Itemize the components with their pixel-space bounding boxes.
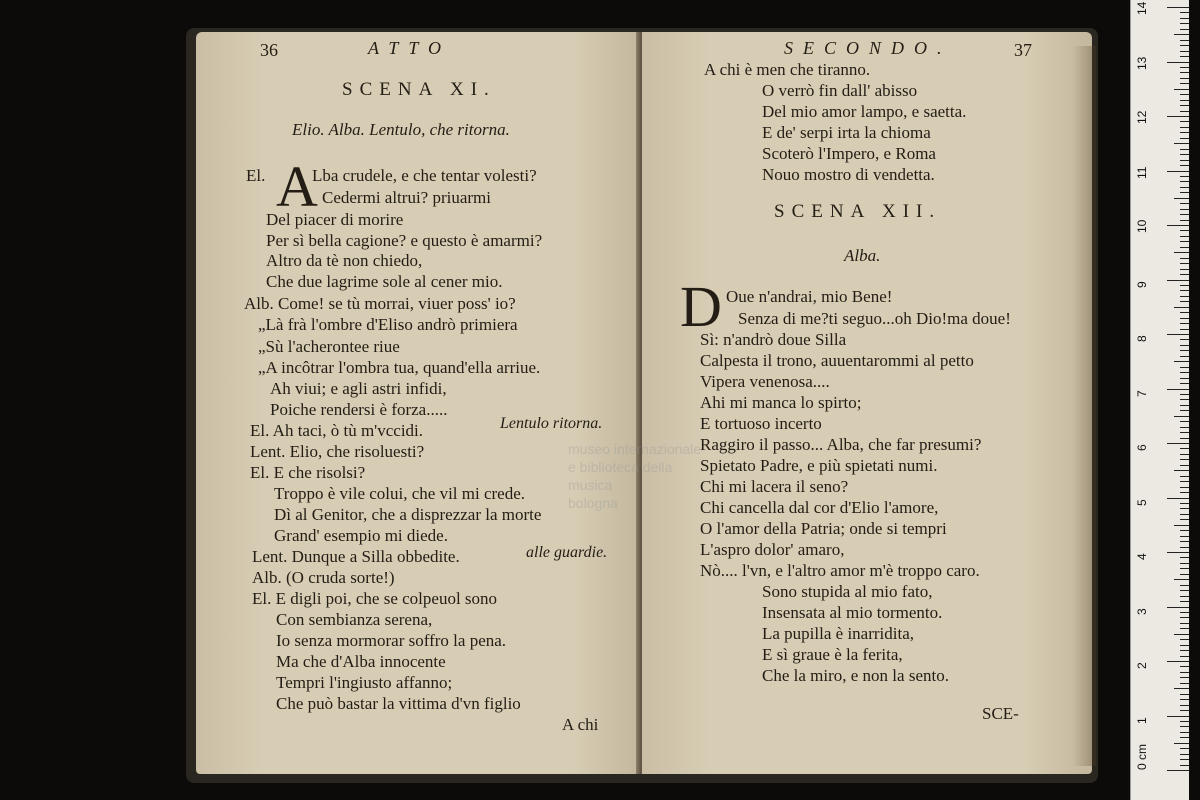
speaker-label: El.	[246, 166, 266, 185]
ruler-tick	[1180, 127, 1189, 128]
verse-line: Che due lagrime sole al cener mio.	[266, 272, 503, 291]
verse-line: L'aspro dolor' amaro,	[700, 540, 845, 559]
ruler-tick	[1180, 672, 1189, 673]
ruler-tick	[1180, 705, 1189, 706]
verse-line: Nò.... l'vn, e l'altro amor m'è troppo caro.	[700, 561, 980, 580]
ruler-label: 4	[1135, 553, 1149, 560]
ruler-tick	[1180, 263, 1189, 264]
ruler-tick	[1180, 67, 1189, 68]
scene-title: SCENA XI.	[342, 79, 496, 100]
ruler-tick	[1180, 399, 1189, 400]
ruler-tick	[1180, 323, 1189, 324]
catchword: A chi	[562, 715, 599, 734]
verse-line: Io senza mormorar soffro la pena.	[276, 631, 507, 650]
ruler-tick	[1174, 470, 1189, 471]
ruler-tick	[1180, 23, 1189, 24]
ruler-tick	[1180, 318, 1189, 319]
verse-line: Raggiro il passo... Alba, che far presumi?	[700, 435, 982, 454]
ruler-tick	[1180, 438, 1189, 439]
page-number: 36	[260, 40, 278, 60]
ruler-tick	[1180, 476, 1189, 477]
ruler-tick	[1167, 607, 1189, 608]
ruler-tick	[1180, 236, 1189, 237]
scene-characters: Alba.	[844, 246, 881, 265]
verse-line: Troppo è vile colui, che vil mi crede.	[274, 484, 526, 503]
stage-direction: Lentulo ritorna.	[500, 415, 603, 432]
ruler-tick	[1180, 230, 1189, 231]
ruler-label: 13	[1135, 56, 1149, 70]
ruler-tick	[1180, 40, 1189, 41]
verse-line: El. E digli poi, che se colpeuol sono	[252, 589, 498, 608]
ruler-tick	[1180, 765, 1189, 766]
ruler-tick	[1174, 89, 1189, 90]
ruler-label: 1	[1135, 716, 1149, 724]
ruler-tick	[1180, 645, 1189, 646]
ruler-label: 11	[1135, 166, 1149, 179]
ruler-tick	[1167, 389, 1189, 390]
ruler-label: 10	[1135, 219, 1149, 233]
ruler-tick	[1180, 448, 1189, 449]
ruler-tick	[1180, 378, 1189, 379]
ruler-tick	[1167, 770, 1189, 771]
ruler-tick	[1180, 51, 1189, 52]
ruler-tick	[1180, 220, 1189, 221]
ruler-tick	[1180, 547, 1189, 548]
ruler-tick	[1180, 394, 1189, 395]
ruler-tick	[1180, 585, 1189, 586]
ruler-tick	[1180, 78, 1189, 79]
verse-line: A chi è men che tiranno.	[704, 60, 871, 79]
ruler-tick	[1180, 617, 1189, 618]
verse-line: Ah viui; e agli astri infidi,	[270, 379, 447, 398]
ruler-tick	[1180, 350, 1189, 351]
ruler-tick	[1180, 18, 1189, 19]
verse-line: Lent. Dunque a Silla obbedite.	[252, 547, 460, 566]
ruler-tick	[1180, 557, 1189, 558]
verse-line: Del mio amor lampo, e saetta.	[762, 102, 967, 121]
ruler-tick	[1180, 530, 1189, 531]
ruler-tick	[1180, 650, 1189, 651]
ruler-tick	[1180, 487, 1189, 488]
ruler-tick	[1180, 639, 1189, 640]
verse-line: Ahi mi manca lo spirto;	[700, 393, 862, 412]
ruler-tick	[1180, 508, 1189, 509]
ruler-tick	[1167, 661, 1189, 662]
ruler-tick	[1180, 56, 1189, 57]
verse-line: Senza di me?ti seguo...oh Dio!ma doue!	[738, 309, 1011, 328]
verse-line: Che può bastar la vittima d'vn figlio	[276, 694, 521, 713]
ruler-label: 0 cm	[1135, 743, 1149, 770]
ruler-tick	[1180, 677, 1189, 678]
ruler-tick	[1180, 427, 1189, 428]
ruler-label: 7	[1135, 389, 1149, 397]
page-edge-shadow	[1072, 46, 1096, 766]
ruler-tick	[1180, 459, 1189, 460]
verse-line: Cedermi altrui? priuarmi	[322, 188, 491, 207]
ruler-tick	[1180, 666, 1189, 667]
watermark-line: bologna	[568, 495, 618, 511]
ruler-tick	[1180, 737, 1189, 738]
verse-line: Che la miro, e non la sento.	[762, 666, 949, 685]
ruler-tick	[1174, 579, 1189, 580]
ruler-label: 6	[1135, 444, 1149, 451]
ruler-tick	[1180, 465, 1189, 466]
ruler-tick	[1180, 519, 1189, 520]
ruler-tick	[1180, 345, 1189, 346]
verse-line: Chi mi lacera il seno?	[700, 477, 849, 496]
ruler-tick	[1180, 721, 1189, 722]
ruler-tick	[1180, 596, 1189, 597]
ruler-tick	[1180, 160, 1189, 161]
ruler-tick	[1180, 421, 1189, 422]
ruler-label: 5	[1135, 498, 1149, 506]
ruler-tick	[1174, 143, 1189, 144]
watermark-line: e biblioteca della	[568, 459, 673, 475]
ruler-tick	[1180, 209, 1189, 210]
ruler-label: 2	[1135, 662, 1149, 669]
ruler-tick	[1167, 334, 1189, 335]
verse-line: Ma che d'Alba innocente	[276, 652, 446, 671]
ruler-tick	[1180, 748, 1189, 749]
verse-line: Nouo mostro di vendetta.	[762, 165, 935, 184]
ruler-tick	[1180, 574, 1189, 575]
ruler-tick	[1180, 154, 1189, 155]
scene-title: SCENA XII.	[774, 201, 942, 222]
ruler-tick	[1174, 34, 1189, 35]
ruler-tick	[1174, 525, 1189, 526]
ruler-tick	[1167, 225, 1189, 226]
verse-line: O l'amor della Patria; onde si tempri	[700, 519, 947, 538]
ruler-tick	[1180, 258, 1189, 259]
ruler-tick	[1167, 7, 1189, 8]
ruler-tick	[1180, 181, 1189, 182]
ruler-tick	[1180, 83, 1189, 84]
ruler-tick	[1180, 241, 1189, 242]
verse-line: E sì graue è la ferita,	[762, 645, 903, 664]
ruler-tick	[1180, 12, 1189, 13]
ruler-tick	[1180, 296, 1189, 297]
drop-cap: A	[276, 154, 318, 219]
ruler-tick	[1174, 634, 1189, 635]
ruler-label: 12	[1135, 110, 1149, 124]
verse-line: Sì: n'andrò doue Silla	[700, 330, 847, 349]
ruler-tick	[1180, 301, 1189, 302]
ruler-label: 8	[1135, 335, 1149, 342]
ruler-tick	[1180, 612, 1189, 613]
ruler-tick	[1180, 192, 1189, 193]
ruler-tick	[1180, 372, 1189, 373]
ruler-tick	[1180, 312, 1189, 313]
verse-line: Grand' esempio mi diede.	[274, 526, 448, 545]
ruler-tick	[1180, 29, 1189, 30]
ruler-tick	[1180, 568, 1189, 569]
ruler-tick	[1167, 443, 1189, 444]
ruler-tick	[1180, 628, 1189, 629]
ruler-tick	[1174, 361, 1189, 362]
ruler-tick	[1180, 176, 1189, 177]
ruler-tick	[1174, 688, 1189, 689]
verse-line: Tempri l'ingiusto affanno;	[276, 673, 453, 692]
ruler-tick	[1180, 149, 1189, 150]
watermark-line: musica	[568, 477, 613, 493]
ruler-tick	[1180, 405, 1189, 406]
verse-line: Dì al Genitor, che a disprezzar la morte	[274, 505, 542, 524]
ruler-tick	[1167, 716, 1189, 717]
ruler-tick	[1180, 492, 1189, 493]
ruler-tick	[1180, 367, 1189, 368]
verse-line: Poiche rendersi è forza.....	[270, 400, 448, 419]
ruler-tick	[1180, 274, 1189, 275]
verse-line: „Là frà l'ombre d'Eliso andrò primiera	[258, 315, 518, 334]
verse-line: Sono stupida al mio fato,	[762, 582, 933, 601]
ruler-tick	[1167, 552, 1189, 553]
ruler-tick	[1180, 754, 1189, 755]
ruler-tick	[1180, 72, 1189, 73]
verse-line: Del piacer di morire	[266, 210, 404, 229]
verse-line: Calpesta il trono, auuentarommi al petto	[700, 351, 974, 370]
verse-line: El. E che risolsi?	[250, 463, 366, 482]
ruler-tick	[1180, 726, 1189, 727]
ruler-tick	[1180, 683, 1189, 684]
scene-characters: Elio. Alba. Lentulo, che ritorna.	[292, 120, 510, 139]
ruler-tick	[1180, 601, 1189, 602]
verse-line: Alb. (O cruda sorte!)	[252, 568, 395, 587]
ruler-tick	[1167, 62, 1189, 63]
ruler-tick	[1180, 121, 1189, 122]
ruler-tick	[1180, 514, 1189, 515]
ruler-tick	[1180, 290, 1189, 291]
verse-line: „Sù l'acherontee riue	[258, 337, 400, 356]
ruler-tick	[1180, 590, 1189, 591]
ruler-tick	[1174, 743, 1189, 744]
left-page	[196, 32, 640, 774]
verse-line: Per sì bella cagione? e questo è amarmi?	[266, 231, 543, 250]
ruler-tick	[1180, 656, 1189, 657]
verse-line: „A incôtrar l'ombra tua, quand'ella arriue.	[258, 358, 541, 377]
ruler-tick	[1180, 454, 1189, 455]
page-number: 37	[1014, 40, 1032, 60]
ruler-tick	[1180, 481, 1189, 482]
drop-cap: D	[680, 274, 722, 339]
ruler-tick	[1180, 111, 1189, 112]
verse-line: Con sembianza serena,	[276, 610, 433, 629]
verse-line: Alb. Come! se tù morrai, viuer poss' io?	[244, 294, 516, 313]
ruler-label: 14	[1135, 1, 1149, 15]
ruler-tick	[1180, 710, 1189, 711]
ruler-tick	[1180, 541, 1189, 542]
ruler-tick	[1180, 203, 1189, 204]
ruler-tick	[1174, 198, 1189, 199]
ruler-tick	[1180, 138, 1189, 139]
verse-line: Lba crudele, e che tentar volesti?	[312, 166, 537, 185]
ruler-tick	[1180, 285, 1189, 286]
watermark-line: museo internazionale	[568, 441, 702, 457]
ruler-tick	[1180, 623, 1189, 624]
ruler-tick	[1180, 759, 1189, 760]
ruler-tick	[1180, 356, 1189, 357]
ruler-tick	[1180, 100, 1189, 101]
ruler-tick	[1180, 187, 1189, 188]
ruler-tick	[1180, 45, 1189, 46]
ruler-tick	[1174, 416, 1189, 417]
verse-line: Scoterò l'Impero, e Roma	[762, 144, 936, 163]
verse-line: Spietato Padre, e più spietati numi.	[700, 456, 938, 475]
verse-line: E tortuoso incerto	[700, 414, 822, 433]
running-head: SECONDO.	[784, 38, 952, 58]
verse-line: O verrò fin dall' abisso	[762, 81, 918, 100]
right-page	[642, 32, 1092, 774]
ruler-tick	[1180, 165, 1189, 166]
ruler-tick	[1180, 503, 1189, 504]
ruler-tick	[1167, 280, 1189, 281]
running-head: ATTO	[368, 38, 452, 58]
ruler-tick	[1167, 171, 1189, 172]
ruler-tick	[1167, 498, 1189, 499]
ruler-tick	[1180, 536, 1189, 537]
ruler-label: 3	[1135, 607, 1149, 615]
ruler-tick	[1180, 105, 1189, 106]
ruler-tick	[1180, 94, 1189, 95]
stage-direction: alle guardie.	[526, 544, 608, 561]
verse-line: E de' serpi irta la chioma	[762, 123, 931, 142]
measurement-ruler	[1130, 0, 1189, 800]
verse-line: Vipera venenosa....	[700, 372, 830, 391]
ruler-tick	[1167, 116, 1189, 117]
ruler-tick	[1180, 432, 1189, 433]
ruler-tick	[1180, 383, 1189, 384]
ruler-tick	[1180, 694, 1189, 695]
ruler-tick	[1180, 132, 1189, 133]
ruler-tick	[1180, 699, 1189, 700]
catchword: SCE-	[982, 704, 1019, 723]
verse-line: La pupilla è inarridita,	[762, 624, 914, 643]
verse-line: Lent. Elio, che risoluesti?	[250, 442, 425, 461]
ruler-tick	[1180, 732, 1189, 733]
verse-line: Oue n'andrai, mio Bene!	[726, 287, 893, 306]
ruler-tick	[1180, 563, 1189, 564]
ruler-tick	[1180, 410, 1189, 411]
ruler-tick	[1174, 252, 1189, 253]
ruler-tick	[1180, 214, 1189, 215]
verse-line: El. Ah taci, ò tù m'vccidi.	[250, 421, 424, 440]
verse-line: Insensata al mio tormento.	[762, 603, 943, 622]
ruler-tick	[1180, 329, 1189, 330]
ruler-tick	[1180, 247, 1189, 248]
ruler-tick	[1180, 339, 1189, 340]
verse-line: Altro da tè non chiedo,	[266, 251, 423, 270]
verse-line: Chi cancella dal cor d'Elio l'amore,	[700, 498, 939, 517]
ruler-tick	[1174, 307, 1189, 308]
ruler-label: 9	[1135, 280, 1149, 288]
ruler-tick	[1180, 269, 1189, 270]
library-watermark	[568, 440, 701, 512]
